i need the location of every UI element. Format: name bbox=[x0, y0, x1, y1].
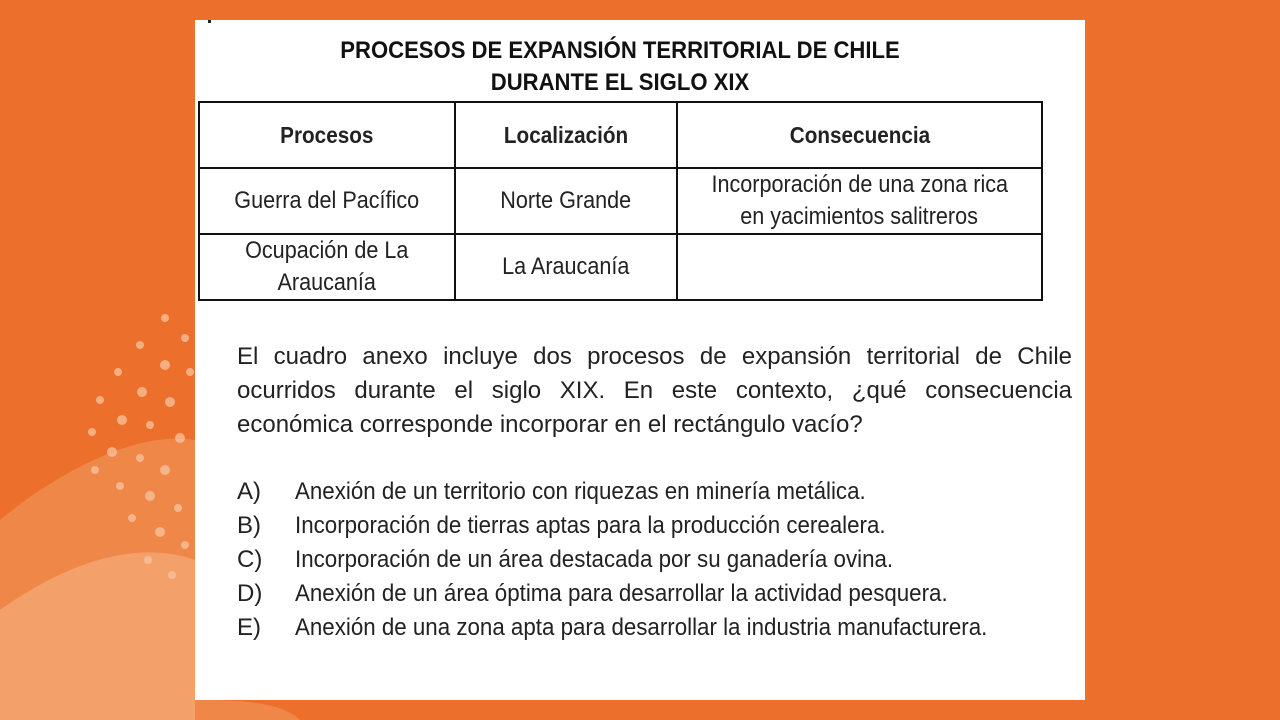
cell-location: Norte Grande bbox=[500, 187, 632, 214]
table-header-cell bbox=[677, 102, 1042, 168]
title-line-1: PROCESOS DE EXPANSIÓN TERRITORIAL DE CHILE bbox=[340, 37, 900, 64]
table-header-cell bbox=[199, 102, 455, 168]
background-wave-shape-bottom bbox=[195, 700, 300, 720]
option-letter: C) bbox=[237, 546, 263, 573]
table-header-row bbox=[199, 102, 1042, 168]
option-letter: E) bbox=[237, 614, 261, 641]
stray-dot bbox=[208, 20, 211, 23]
cell-process-line-2: Araucanía bbox=[277, 269, 377, 296]
cell-consequence-line-2: en yacimientos salitreros bbox=[740, 203, 979, 230]
answer-options bbox=[237, 475, 1082, 645]
answer-option-e bbox=[237, 611, 1082, 645]
cell-process: Guerra del Pacífico bbox=[234, 187, 420, 214]
option-text: Anexión de un área óptima para desarrollar la actividad pesquera. bbox=[295, 580, 948, 607]
table-row bbox=[199, 234, 1042, 300]
empty-consequence-cell bbox=[677, 234, 1042, 300]
table-header-cell bbox=[455, 102, 677, 168]
answer-option-c bbox=[237, 543, 1082, 577]
header-consequence: Consecuencia bbox=[789, 122, 930, 148]
option-letter: B) bbox=[237, 512, 261, 539]
option-text: Anexión de una zona apta para desarrollar la industria manufacturera. bbox=[295, 614, 988, 641]
answer-option-b bbox=[237, 509, 1082, 543]
cell-location: La Araucanía bbox=[502, 253, 630, 280]
option-text: Incorporación de un área destacada por su ganadería ovina. bbox=[295, 546, 894, 573]
title-line-2: DURANTE EL SIGLO XIX bbox=[490, 69, 750, 96]
table-cell bbox=[199, 168, 455, 234]
answer-option-a bbox=[237, 475, 1082, 509]
option-letter: A) bbox=[237, 478, 261, 505]
table-cell bbox=[455, 168, 677, 234]
cell-process-line-1: Ocupación de La bbox=[245, 237, 409, 264]
option-text: Incorporación de tierras aptas para la producción cerealera. bbox=[295, 512, 886, 539]
background-wave-shape-lower bbox=[0, 552, 195, 720]
answer-option-d bbox=[237, 577, 1082, 611]
header-location: Localización bbox=[503, 122, 629, 148]
cell-consequence-line-1: Incorporación de una zona rica bbox=[711, 171, 1008, 198]
header-processes: Procesos bbox=[280, 122, 374, 148]
document-card bbox=[195, 20, 1085, 700]
table-row bbox=[199, 168, 1042, 234]
background-wave-shape bbox=[0, 438, 195, 720]
background-dot-pattern bbox=[88, 314, 194, 579]
option-text: Anexión de un territorio con riquezas en minería metálica. bbox=[295, 478, 866, 505]
table-cell bbox=[677, 168, 1042, 234]
question-text: El cuadro anexo incluye dos procesos de expansión territorial de Chile ocurridos durante el siglo XIX. En este contexto, ¿qué consecuencia económica corresponde incorporar en el rectángulo vacío? bbox=[237, 343, 1072, 438]
table-cell bbox=[455, 234, 677, 300]
document-title bbox=[229, 35, 1011, 99]
option-letter: D) bbox=[237, 580, 263, 607]
process-table bbox=[198, 101, 1043, 301]
table-cell bbox=[199, 234, 455, 300]
